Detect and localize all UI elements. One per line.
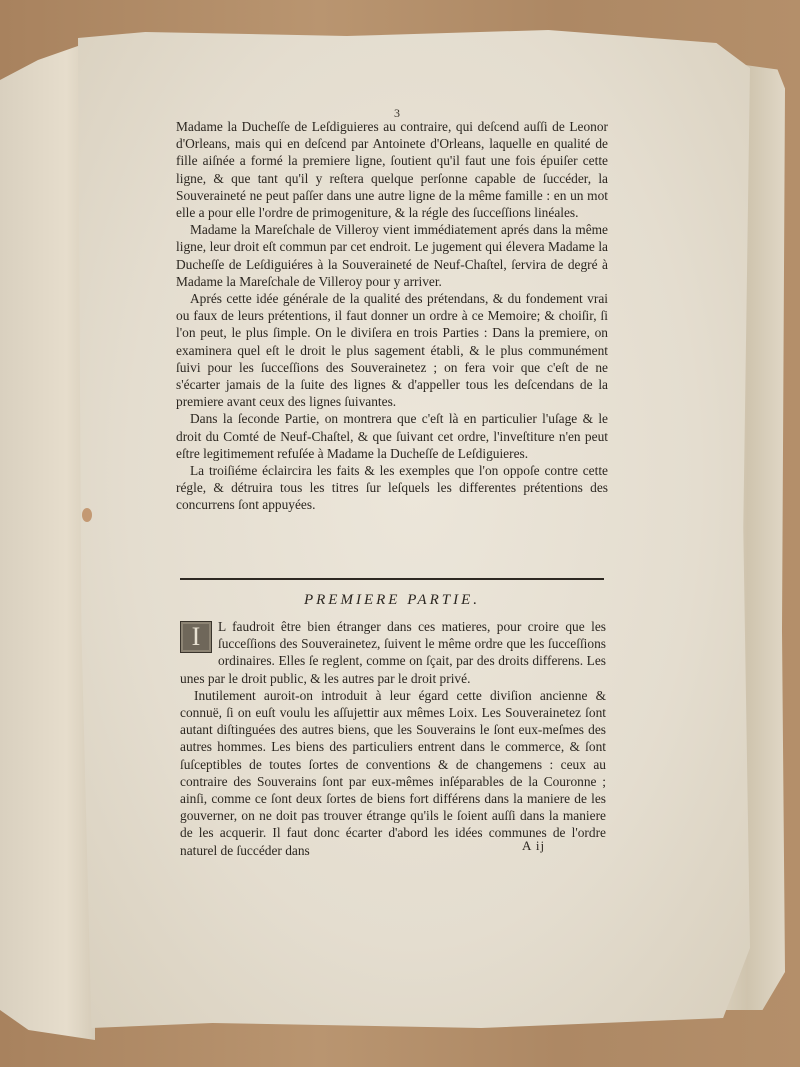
paragraph-6: Inutilement auroit-on introduit à leur égard cette diviſion ancienne & connuë, ſi on euſt voulu les aſſujettir aux mêmes Loix. Les Souverainetez ſont autant diſtinguées des autres biens, que les Souverains le ſont eux-meſmes des autres hommes. Les biens des particuliers entrent dans le commerce, & ſont ſuſceptibles de toutes ſortes de conventions & de changemens : ceux au contraire des Souverains ſont par eux-mêmes inſéparables de la Couronne ; ainſi, comme ce ſont deux ſortes de biens fort différens dans la maniere de les gouverner, on ne doit pas trouver étrange qu'ils le ſoient auſſi dans la maniere de les acquerir. Il faut donc écarter d'abord les idées communes de l'ordre naturel de ſuccéder dans — [180, 687, 606, 858]
section-title: PREMIERE PARTIE. — [303, 592, 481, 608]
paragraph-1: Madame la Ducheſſe de Leſdiguieres au contraire, qui deſcend auſſi de Leonor d'Orleans, mais qui en deſcend par Antoinete d'Orleans, laquelle en qualité de fille aiſnée a formé la premiere ligne, ſoutient qu'il faut une fois épuiſer cette ligne, & que tant qu'il y reſtera quelque perſonne capable de ſuccéder, la Souveraineté ne peut paſſer dans une autre ligne de la même famille : en un mot elle a pour elle l'ordre de primogeniture, & la régle des ſucceſſions linéales. — [176, 119, 608, 221]
section-divider — [180, 578, 604, 580]
paragraph-4: Dans la ſeconde Partie, on montrera que c'eſt là en particulier l'uſage & le droit du Comté de Neuf-Chaſtel, & que ſuivant cet ordre, l'inveſtiture n'en peut eſtre legitimement refuſée à Madame la Ducheſſe de Leſdiguieres. — [176, 411, 608, 461]
paragraph-2: Madame la Mareſchale de Villeroy vient immédiatement aprés dans la même ligne, leur droit eſt commun par cet endroit. Le jugement qui élevera Madame la Ducheſſe de Leſdiguiéres à la Souveraineté de Neuf-Chaſtel, ſervira de degré à Madame la Mareſchale de Villeroy pour y arriver. — [176, 222, 608, 289]
paragraph-3: Aprés cette idée générale de la qualité des prétendans, & du fondement vrai ou faux de leurs prétentions, il faut donner un ordre à ce Memoire; & choiſir, ſi l'on peut, le plus ſimple. On le diviſera en trois Parties : Dans la premiere, on examinera quel eſt le droit le plus sagement établi, & le plus communément ſuivi pour les ſucceſſions des Souverainetez ; on fera voir que c'eſt de ne s'écarter jamais de la ſuite des lignes & d'appeller tous les deſcendans de la premiere avant ceux des lignes ſuivantes. — [176, 291, 608, 410]
lead-paragraph — [180, 618, 606, 687]
dropcap-ornament: I — [180, 621, 212, 653]
lead-paragraph-text: L faudroit être bien étranger dans ces matieres, pour croire que les ſucceſſions des Souverainetez, ſuivent le même ordre que les ſucceſſions ordinaires. Elles ſe reglent, comme on ſçait, par des droits differens. Les unes par le droit public, & les autres par le droit privé. — [180, 619, 606, 686]
paper-stain — [82, 508, 92, 522]
intro-text — [176, 118, 608, 514]
section-body — [180, 618, 606, 859]
page-number: 3 — [394, 106, 400, 120]
paragraph-5: La troiſiéme éclaircira les faits & les exemples que l'on oppoſe contre cette régle, & détruira tous les titres ſur leſquels les differentes prétentions des concurrens ſont appuyées. — [176, 463, 608, 513]
signature-mark: A ij — [522, 838, 546, 853]
